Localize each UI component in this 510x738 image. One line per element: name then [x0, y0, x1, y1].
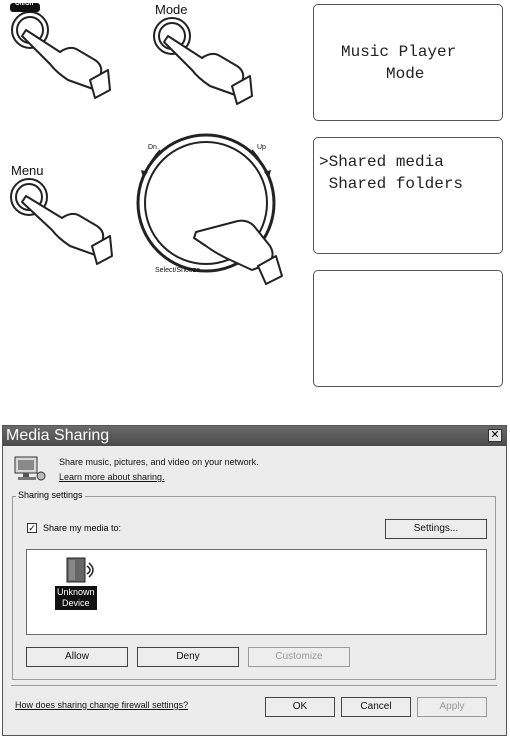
- media-sharing-dialog: [2, 425, 507, 736]
- apply-button[interactable]: Apply: [417, 697, 487, 717]
- info-text: Share music, pictures, and video on your network.: [59, 457, 259, 467]
- share-media-checkbox[interactable]: ✓: [28, 523, 36, 533]
- lcd-display-2: [313, 137, 503, 254]
- dial-down-label: Dn.: [148, 144, 159, 151]
- lcd1-line2: Mode: [386, 65, 425, 83]
- device-name-label[interactable]: Unknown Device: [57, 587, 95, 608]
- deny-button[interactable]: Deny: [137, 647, 239, 667]
- dial-select-snooze-label: Select/Snooze: [155, 267, 201, 274]
- title-bar: [3, 426, 506, 446]
- sharing-settings-label: Sharing settings: [18, 490, 83, 500]
- mode-label: Mode: [155, 2, 188, 17]
- allow-button[interactable]: Allow: [26, 647, 128, 667]
- customize-button[interactable]: Customize: [248, 647, 350, 667]
- menu-label: Menu: [11, 163, 44, 178]
- firewall-settings-link[interactable]: How does sharing change firewall settings?: [15, 700, 189, 710]
- lcd-display-1: [313, 4, 503, 121]
- lcd2-line2: Shared folders: [319, 175, 464, 193]
- dial-up-label: Up: [257, 144, 266, 151]
- lcd-display-3: [313, 270, 503, 387]
- onoff-label: On/Off: [15, 1, 34, 7]
- lcd1-line1: Music Player: [341, 43, 457, 61]
- lcd2-line1: >Shared media: [319, 153, 444, 171]
- learn-more-link[interactable]: Learn more about sharing.: [59, 472, 165, 482]
- media-sharing-icon: [13, 454, 47, 484]
- settings-button[interactable]: Settings...: [385, 519, 487, 539]
- ok-button[interactable]: OK: [265, 697, 335, 717]
- close-button[interactable]: ✕: [488, 429, 502, 442]
- media-device-icon[interactable]: [55, 556, 107, 586]
- dialog-title: Media Sharing: [6, 427, 110, 444]
- cancel-button[interactable]: Cancel: [341, 697, 411, 717]
- share-media-label: Share my media to:: [43, 523, 122, 533]
- dialog-separator: [11, 685, 497, 686]
